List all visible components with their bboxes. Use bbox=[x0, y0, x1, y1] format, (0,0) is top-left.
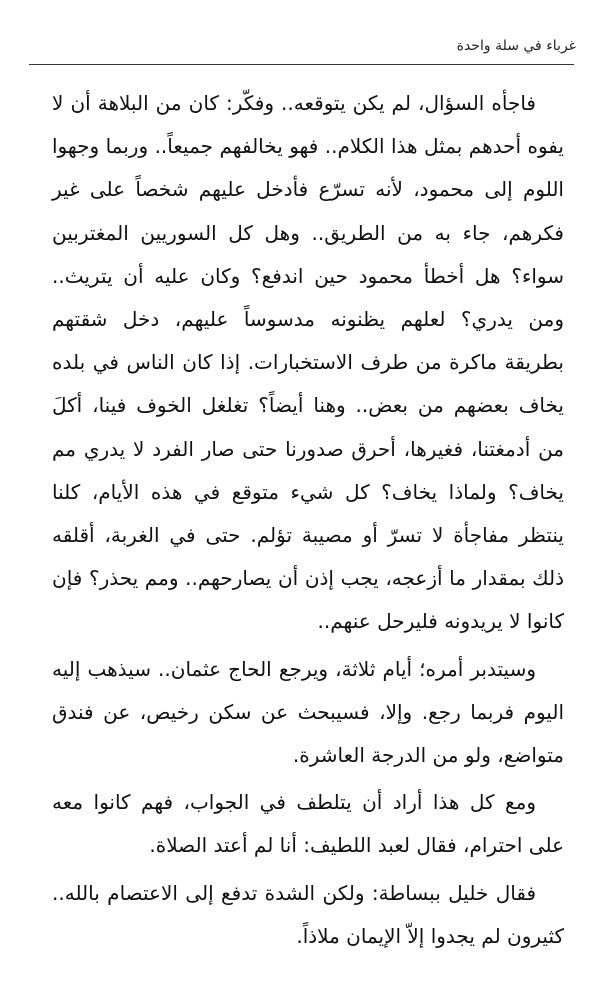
paragraph: ومع كل هذا أراد أن يتلطف في الجواب، فهم كانوا معه على احترام، فقال لعبد اللطيف: أنا لم أعتد الصلاة. bbox=[52, 790, 564, 858]
header-divider bbox=[29, 64, 574, 65]
body-text bbox=[52, 82, 564, 958]
running-header: غرباء في سلة واحدة bbox=[456, 38, 576, 54]
paragraph: وسيتدبر أمره؛ أيام ثلاثة، ويرجع الحاج عثمان.. سيذهب إليه اليوم فربما رجع. وإلا، فسيبحث عن سكن رخيص، عن فندق متواضع، ولو من الدرجة العاشرة. bbox=[52, 656, 564, 768]
paragraph: فاجأه السؤال، لم يكن يتوقعه.. وفكّر: كان من البلاهة أن لا يفوه أحدهم بمثل هذا الكلام.. فهو يخالفهم جميعاً.. وربما وجهوا اللوم إلى محمود، لأنه تسرّع فأدخل عليهم شخصاً على غير فكرهم، جاء به من الطريق.. وهل كل السوريين المغتربين سواء؟ هل أخطأ محمود حين اندفع؟ وكان عليه أن يتريث.. ومن يدري؟ لعلهم يظنونه مدسوساً عليهم، دخل شقتهم بطريقة ماكرة من طرف الاستخبارات. إذا كان الناس في بلده يخاف بعضهم من بعض.. وهنا أيضاً؟ تغلغل الخوف فينا، أكلَ من أدمغتنا، فغيرها، أحرق صدورنا حتى صار الفرد لا يدري مم يخاف؟ ولماذا يخاف؟ كل شيء متوقع في هذه الأيام، كلنا ينتظر مفاجأة لا تسرّ أو مصيبة تؤلم. حتى في الغربة، أقلقه ذلك بمقدار ما أزعجه، يجب إذن أن يصارحهم.. ومم يحذر؟ فإن كانوا لا يريدونه فليرحل عنهم.. bbox=[52, 91, 564, 634]
paragraph: فقال خليل ببساطة: ولكن الشدة تدفع إلى الاعتصام بالله.. كثيرون لم يجدوا إلاّ الإيمان ملاذاً. bbox=[52, 880, 564, 948]
